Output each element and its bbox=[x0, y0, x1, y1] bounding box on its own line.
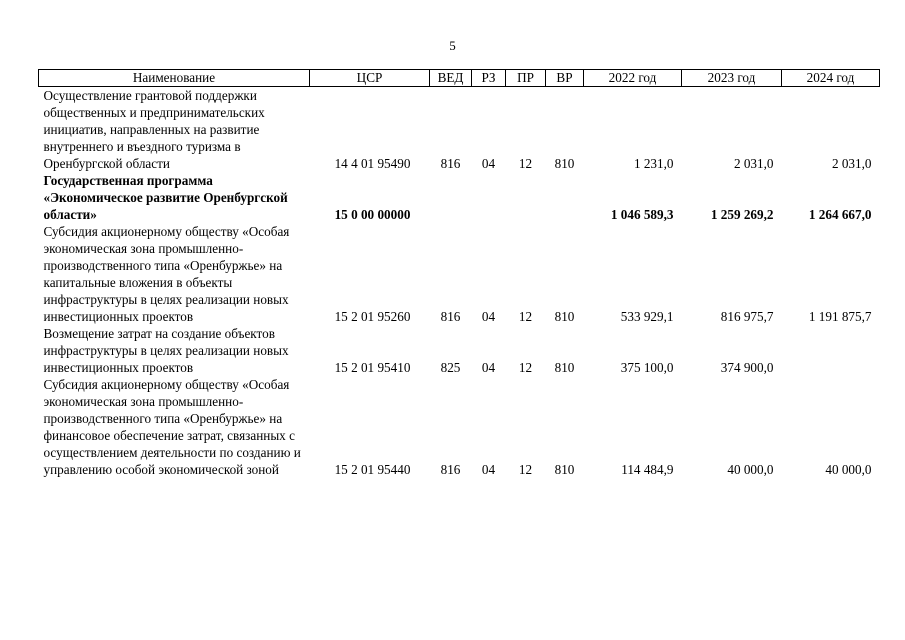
budget-table bbox=[38, 69, 880, 478]
table-header-row bbox=[39, 70, 880, 87]
row-2022: 1 046 589,3 bbox=[610, 207, 674, 222]
row-name: Субсидия акционерному обществу «Особая экономическая зона промышленно-производственного типа «Оренбуржье» на капитальные вложения в объекты инфраструктуры в целях реализации новых инвестиционных проектов bbox=[43, 224, 290, 324]
row-2022: 375 100,0 bbox=[620, 360, 674, 375]
row-2022: 114 484,9 bbox=[621, 462, 674, 477]
table-row bbox=[39, 376, 880, 478]
row-name: Возмещение затрат на создание объектов инфраструктуры в целях реализации новых инвестиционных проектов bbox=[43, 326, 289, 375]
row-2023: 40 000,0 bbox=[727, 462, 774, 477]
row-2024: 1 264 667,0 bbox=[808, 207, 872, 222]
row-2023: 2 031,0 bbox=[733, 156, 774, 171]
row-rz: 04 bbox=[481, 360, 496, 375]
row-2024: 1 191 875,7 bbox=[808, 309, 872, 324]
header-csr: ЦСР bbox=[310, 70, 430, 87]
header-pr: ПР bbox=[506, 70, 546, 87]
row-csr: 15 2 01 95410 bbox=[334, 360, 411, 375]
row-ved: 825 bbox=[440, 360, 461, 375]
header-2023: 2023 год bbox=[682, 70, 782, 87]
row-csr: 15 2 01 95260 bbox=[334, 309, 411, 324]
row-2024: 2 031,0 bbox=[831, 156, 872, 171]
header-vr: ВР bbox=[546, 70, 584, 87]
row-vr bbox=[546, 172, 584, 223]
row-2022: 1 231,0 bbox=[633, 156, 674, 171]
row-csr: 15 2 01 95440 bbox=[334, 462, 411, 477]
table-row bbox=[39, 87, 880, 173]
row-pr: 12 bbox=[518, 309, 533, 324]
row-vr: 810 bbox=[554, 309, 575, 324]
row-name: Осуществление грантовой поддержки общественных и предпринимательских инициатив, направленных на развитие внутреннего и въездного туризма в Оренбургской области bbox=[43, 88, 265, 171]
header-name: Наименование bbox=[39, 70, 310, 87]
row-2023: 816 975,7 bbox=[720, 309, 774, 324]
row-pr: 12 bbox=[518, 462, 533, 477]
row-2024 bbox=[782, 325, 880, 376]
row-vr: 810 bbox=[554, 462, 575, 477]
row-csr: 14 4 01 95490 bbox=[334, 156, 411, 171]
header-2022: 2022 год bbox=[584, 70, 682, 87]
table-row bbox=[39, 223, 880, 325]
row-vr: 810 bbox=[554, 360, 575, 375]
row-rz bbox=[472, 172, 506, 223]
row-csr: 15 0 00 00000 bbox=[334, 207, 411, 222]
row-pr bbox=[506, 172, 546, 223]
row-ved: 816 bbox=[440, 309, 461, 324]
row-rz: 04 bbox=[481, 462, 496, 477]
row-name: Государственная программа «Экономическое развитие Оренбургской области» bbox=[43, 173, 288, 222]
row-rz: 04 bbox=[481, 309, 496, 324]
row-ved: 816 bbox=[440, 462, 461, 477]
header-2024: 2024 год bbox=[782, 70, 880, 87]
row-2023: 1 259 269,2 bbox=[710, 207, 774, 222]
row-ved: 816 bbox=[440, 156, 461, 171]
row-name: Субсидия акционерному обществу «Особая экономическая зона промышленно-производственного типа «Оренбуржье» на финансовое обеспечение затрат, связанных с осуществлением деятельности по созданию и управлению особой экономической зоной bbox=[43, 377, 301, 477]
header-rz: РЗ bbox=[472, 70, 506, 87]
row-rz: 04 bbox=[481, 156, 496, 171]
table-row bbox=[39, 325, 880, 376]
row-pr: 12 bbox=[518, 360, 533, 375]
row-ved bbox=[430, 172, 472, 223]
row-vr: 810 bbox=[554, 156, 575, 171]
table-row bbox=[39, 172, 880, 223]
page-number: 5 bbox=[449, 38, 456, 53]
row-2023: 374 900,0 bbox=[720, 360, 774, 375]
header-ved: ВЕД bbox=[430, 70, 472, 87]
row-2024: 40 000,0 bbox=[825, 462, 872, 477]
row-pr: 12 bbox=[518, 156, 533, 171]
row-2022: 533 929,1 bbox=[620, 309, 674, 324]
